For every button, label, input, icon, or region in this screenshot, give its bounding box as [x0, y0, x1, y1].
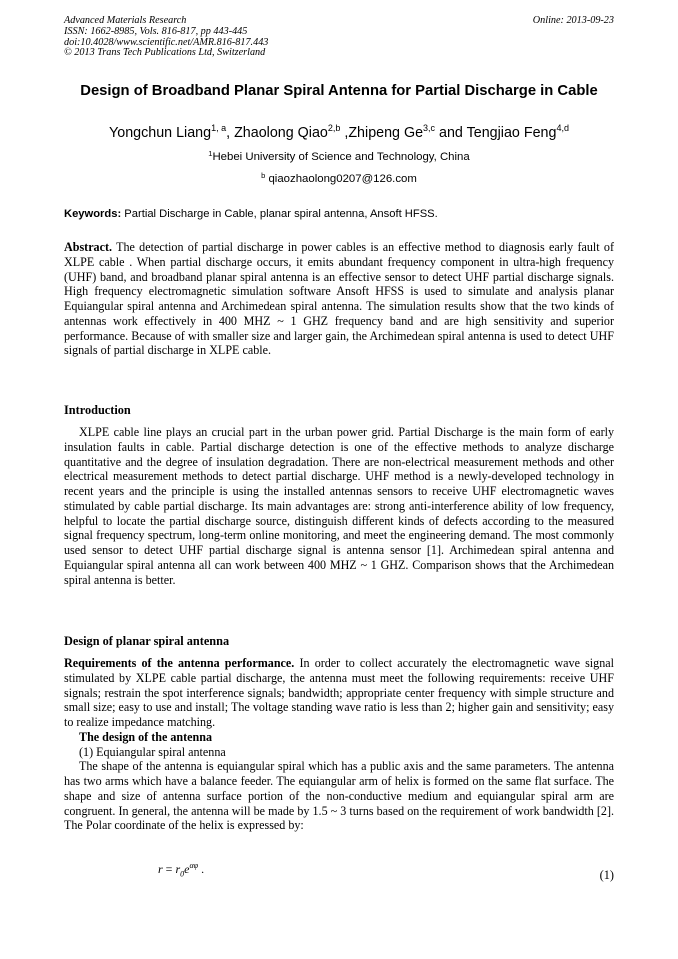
antenna-design-subheading: The design of the antenna	[79, 729, 213, 744]
copyright-line: © 2013 Trans Tech Publications Ltd, Switzerland	[64, 47, 266, 59]
abstract	[64, 240, 614, 358]
keywords-label: Keywords:	[64, 208, 122, 220]
journal-header	[64, 16, 268, 59]
design-body	[64, 656, 614, 833]
author-affil-mark: 2,b	[327, 123, 341, 133]
equation-exponent: αφ	[189, 861, 199, 870]
requirements-text: In order to collect accurately the electromagnetic wave signal stimulated by XLPE cable partial discharge, the antenna must meet the following requirements: receive UHF signals; restrain the spot interference signals; bandwidth; appropriate center frequency with simple structure and small size; easy to use and install; The voltage standing wave ratio is less than 2; higher gain and sensitivity; easy to realize impedance matching.	[64, 656, 614, 729]
equation-period: .	[198, 862, 205, 876]
author-name: Tengjiao Feng	[466, 125, 557, 141]
equation-1	[158, 862, 204, 877]
author-separator: ,	[226, 125, 235, 141]
email-address[interactable]: qiaozhaolong0207@126.com	[265, 173, 417, 185]
requirements-label: Requirements of the antenna performance.	[64, 656, 295, 670]
author-separator: and	[435, 125, 467, 141]
equiangular-paragraph: The shape of the antenna is equiangular spiral which has a public axis and the same parameters. The antenna has two arms which have a balance feeder. The equiangular arm of helix is formed on the same flat surface. The shape and size of antenna surface portion of the non-conductive medium and equiangular spiral arm are congruent. In general, the antenna will be made by 1.5 ~ 3 turns based on the requirement of work bandwidth [2]. The Polar coordinate of the helix is expressed by:	[64, 759, 614, 833]
equation-base: r	[175, 862, 181, 876]
author-affil-mark: 3,c	[423, 123, 436, 133]
email-mark: b	[261, 171, 266, 180]
author-affil-mark: 4,d	[556, 123, 569, 133]
author-affil-mark: 1, a	[211, 123, 227, 133]
affiliation	[64, 150, 614, 164]
design-heading: Design of planar spiral antenna	[64, 634, 230, 648]
issn-line: ISSN: 1662-8985, Vols. 816-817, pp 443-445	[64, 25, 248, 37]
affiliation-text: Hebei University of Science and Technology, China	[212, 151, 470, 163]
email-line	[64, 172, 614, 186]
equiangular-item: (1) Equiangular spiral antenna	[79, 744, 226, 759]
equation-lhs: r	[158, 862, 163, 876]
equals-sign: =	[162, 862, 176, 876]
author-name: Zhipeng Ge	[348, 125, 424, 141]
keywords-text: Partial Discharge in Cable, planar spiral antenna, Ansoft HFSS.	[121, 208, 438, 220]
keywords	[64, 207, 614, 221]
author-separator: ,	[340, 125, 349, 141]
equation-exp-base: e	[184, 862, 190, 876]
requirements-paragraph	[64, 656, 614, 730]
journal-name: Advanced Materials Research	[64, 15, 187, 26]
introduction-paragraph: XLPE cable line plays an crucial part in the urban power grid. Partial Discharge is the main form of early insulation faults in cable. Partial discharge detection is one of the effective methods to analyze discharge quantitative and the degree of insulation degradation. There are non-electrical measurement methods and other electrical measurement methods to detect partial discharge. UHF method is a newly-developed technology in recent years and the principle is using the installed antennas sensors to receive UHF electromagnetic waves stimulated by cable partial discharge. Its main advantages are: strong anti-interference ability of low frequency, helpful to locate the partial discharge source, distinguish different kinds of defects according to the measured signal frequency spectrum, long-term online monitoring, and meet the engineering demand. The most commonly used sensor to detect UHF partial discharge signal is antenna sensor [1]. Archimedean spiral antenna and Equiangular spiral antenna all can work between 400 MHZ ~ 1 GHZ. Comparison shows that the Archimedean spiral antenna is better.	[64, 425, 614, 587]
introduction-body	[64, 425, 614, 587]
doi-line: doi:10.4028/www.scientific.net/AMR.816-817.443	[64, 36, 269, 48]
author-list	[64, 124, 614, 142]
equation-number: (1)	[599, 868, 614, 882]
abstract-label: Abstract.	[64, 240, 113, 254]
abstract-text: The detection of partial discharge in power cables is an effective method to diagnosis early fault of XLPE cable . When partial discharge occurs, it emits abundant frequency component in ultra-high frequency (UHF) band, and broadband planar spiral antenna is an effective sensor to detect UHF partial discharge signals. High frequency electromagnetic simulation software Ansoft HFSS is used to simulate and analysis planar Equiangular spiral antenna and Archimedean spiral antenna. The simulation results show that the two kinds of antennas work effectively in 400 MHZ ~ 1 GHZ frequency band and are high sensitivity and superior performance. Because of with smaller size and larger gain, the Archimedean spiral antenna is used to detect UHF signals of partial discharge in XLPE cable.	[64, 240, 614, 358]
online-date: Online: 2013-09-23	[532, 15, 614, 26]
introduction-heading: Introduction	[64, 403, 131, 417]
author-name: Yongchun Liang	[109, 125, 212, 141]
affiliation-mark: 1	[208, 149, 213, 158]
author-name: Zhaolong Qiao	[234, 125, 328, 141]
paper-title: Design of Broadband Planar Spiral Antenna for Partial Discharge in Cable	[80, 83, 598, 99]
equation-subscript: 0	[180, 869, 185, 879]
